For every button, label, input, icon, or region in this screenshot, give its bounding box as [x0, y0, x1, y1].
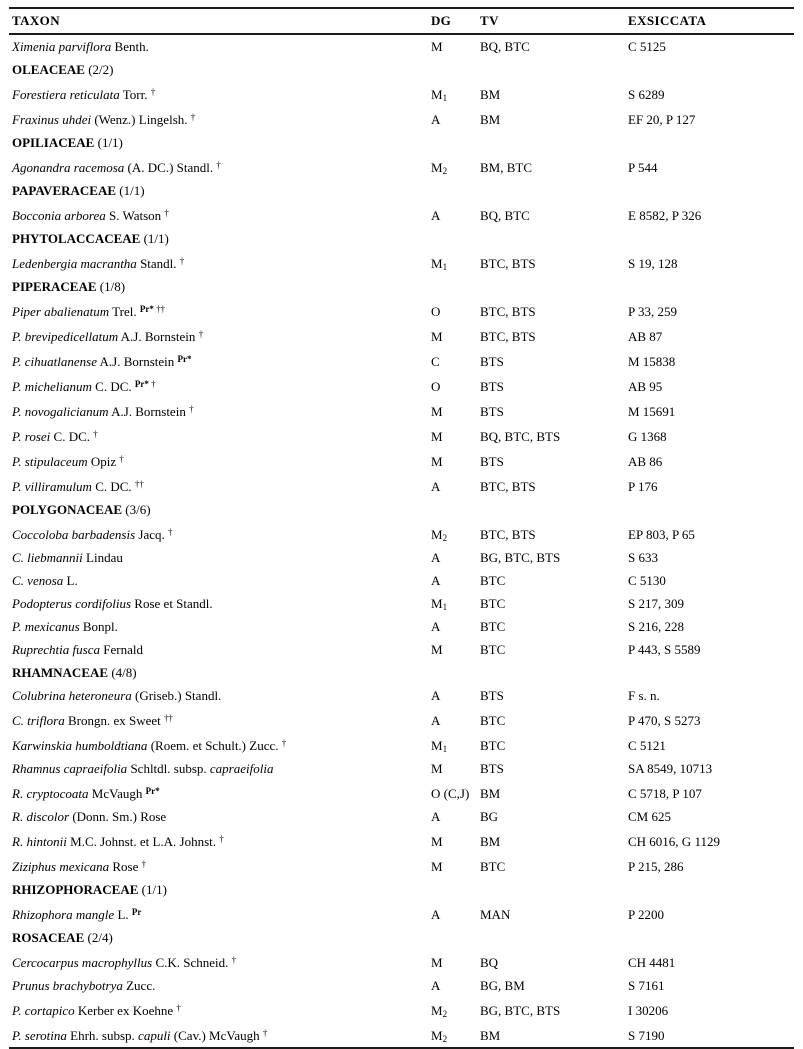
tv-value: BTC	[480, 642, 506, 657]
dg-value: M	[431, 429, 443, 444]
exsiccata-value: SA 8549, 10713	[628, 761, 713, 776]
tv-value: BQ	[480, 955, 499, 970]
tv-value: BTS	[480, 379, 504, 394]
species-row	[9, 373, 794, 398]
family-count: (2/2)	[88, 62, 114, 77]
dg-value: $M_2$	[431, 1028, 448, 1044]
tv-value: BM	[480, 112, 501, 127]
exsiccata-value: CH 6016, G 1129	[628, 834, 720, 849]
exsiccata-value: CH 4481	[628, 955, 676, 970]
exsiccata-value: C 5125	[628, 39, 666, 54]
dg-value: M	[431, 642, 443, 657]
dg-value: A	[431, 713, 441, 728]
tv-value: BQ, BTC, BTS	[480, 429, 561, 444]
exsiccata-value: S 216, 228	[628, 619, 684, 634]
taxon-name: P. novogalicianum A.J. Bornstein †	[12, 404, 194, 419]
exsiccata-value: C 5130	[628, 573, 666, 588]
table-body	[9, 34, 794, 1048]
tv-value: BTS	[480, 404, 504, 419]
family-count: (1/1)	[143, 231, 169, 246]
species-row	[9, 298, 794, 323]
tv-value: BTC	[480, 713, 506, 728]
table-header	[9, 8, 794, 34]
dg-value: M	[431, 955, 443, 970]
family-heading	[9, 878, 794, 901]
tv-value: BM	[480, 1028, 501, 1043]
dg-value: M	[431, 454, 443, 469]
dg-value: $M_1$	[431, 87, 448, 103]
dg-value: A	[431, 619, 441, 634]
species-row	[9, 615, 794, 638]
dg-value: A	[431, 112, 441, 127]
family-name: PAPAVERACEAE	[12, 183, 120, 198]
species-row	[9, 853, 794, 878]
tv-value: BTS	[480, 454, 504, 469]
dg-value: A	[431, 573, 441, 588]
species-row	[9, 398, 794, 423]
tv-value: BTC	[480, 596, 506, 611]
exsiccata-value: S 7190	[628, 1028, 665, 1043]
exsiccata-value: F s. n.	[628, 688, 660, 703]
exsiccata-value: E 8582, P 326	[628, 208, 702, 223]
exsiccata-value: AB 87	[628, 329, 663, 344]
dg-value: M	[431, 859, 443, 874]
tv-value: BG	[480, 809, 499, 824]
exsiccata-value: P 470, S 5273	[628, 713, 701, 728]
taxon-name: P. brevipedicellatum A.J. Bornstein †	[12, 329, 204, 344]
family-heading	[9, 926, 794, 949]
taxon-name: Rhizophora mangle L. $^{Pr}$	[12, 907, 142, 922]
taxon-name: R. cryptocoata McVaugh $^{Pr*}$	[12, 786, 160, 801]
family-name: OLEACEAE	[12, 62, 89, 77]
species-row	[9, 757, 794, 780]
species-row	[9, 684, 794, 707]
family-row	[9, 179, 794, 202]
exsiccata-value: G 1368	[628, 429, 667, 444]
species-row	[9, 546, 794, 569]
family-count: (3/6)	[125, 502, 151, 517]
exsiccata-value: P 176	[628, 479, 658, 494]
taxon-name: Podopterus cordifolius Rose et Standl.	[12, 596, 213, 611]
taxon-name: C. venosa L.	[12, 573, 78, 588]
family-count: (1/1)	[97, 135, 123, 150]
tv-value: BQ, BTC	[480, 39, 530, 54]
family-row	[9, 878, 794, 901]
family-count: (1/1)	[119, 183, 145, 198]
taxon-name: C. triflora Brongn. ex Sweet ††	[12, 713, 174, 728]
exsiccata-value: C 5718, P 107	[628, 786, 702, 801]
family-name: PHYTOLACCACEAE	[12, 231, 144, 246]
tv-value: BM	[480, 834, 501, 849]
family-heading	[9, 227, 794, 250]
family-name: OPILIACEAE	[12, 135, 98, 150]
family-name: RHIZOPHORACEAE	[12, 882, 142, 897]
species-row	[9, 423, 794, 448]
exsiccata-value: P 443, S 5589	[628, 642, 701, 657]
species-row	[9, 828, 794, 853]
dg-value: $M_2$	[431, 160, 448, 176]
family-heading	[9, 131, 794, 154]
exsiccata-value: M 15838	[628, 354, 676, 369]
tv-value: BTC	[480, 573, 506, 588]
column-header-taxon: TAXON	[9, 8, 419, 34]
exsiccata-value: AB 86	[628, 454, 663, 469]
exsiccata-value: M 15691	[628, 404, 676, 419]
tv-value: BTS	[480, 761, 504, 776]
species-row	[9, 323, 794, 348]
tv-value: BTC, BTS	[480, 329, 536, 344]
taxon-name: Ledenbergia macrantha Standl. †	[12, 256, 185, 271]
taxon-checklist-table	[9, 7, 794, 1049]
species-row	[9, 34, 794, 58]
exsiccata-value: AB 95	[628, 379, 663, 394]
exsiccata-value: EF 20, P 127	[628, 112, 696, 127]
species-row	[9, 81, 794, 106]
tv-value: BG, BM	[480, 978, 525, 993]
species-row	[9, 707, 794, 732]
dg-value: $M_1$	[431, 596, 448, 612]
tv-value: BTC	[480, 738, 506, 753]
family-row	[9, 131, 794, 154]
species-row	[9, 949, 794, 974]
tv-value: BTS	[480, 354, 504, 369]
species-row	[9, 732, 794, 757]
species-row	[9, 106, 794, 131]
exsiccata-value: S 633	[628, 550, 658, 565]
dg-value: M	[431, 39, 443, 54]
family-row	[9, 661, 794, 684]
exsiccata-value: P 2200	[628, 907, 664, 922]
species-row	[9, 154, 794, 179]
family-heading	[9, 275, 794, 298]
taxon-name: Piper abalienatum Trel. $^{Pr*}$ ††	[12, 304, 166, 319]
tv-value: BTS	[480, 688, 504, 703]
tv-value: BM, BTC	[480, 160, 533, 175]
dg-value: A	[431, 809, 441, 824]
dg-value: A	[431, 208, 441, 223]
taxon-name: Coccoloba barbadensis Jacq. †	[12, 527, 173, 542]
header-row	[9, 8, 794, 34]
tv-value: MAN	[480, 907, 511, 922]
taxon-name: C. liebmannii Lindau	[12, 550, 123, 565]
family-name: POLYGONACEAE	[12, 502, 126, 517]
column-header-dg: DG	[419, 8, 477, 34]
species-row	[9, 780, 794, 805]
family-count: (1/8)	[99, 279, 126, 294]
species-row	[9, 473, 794, 498]
dg-value: A	[431, 688, 441, 703]
dg-value: C	[431, 354, 440, 369]
taxon-name: Colubrina heteroneura (Griseb.) Standl.	[12, 688, 222, 703]
family-count: (1/1)	[141, 882, 167, 897]
species-row	[9, 569, 794, 592]
family-row	[9, 498, 794, 521]
dg-value: O	[431, 304, 441, 319]
taxon-name: Ximenia parviflora Benth.	[12, 39, 149, 54]
tv-value: BM	[480, 786, 501, 801]
species-row	[9, 202, 794, 227]
taxon-name: Ruprechtia fusca Fernald	[12, 642, 143, 657]
taxon-name: Forestiera reticulata Torr. †	[12, 87, 156, 102]
taxon-name: Bocconia arborea S. Watson †	[12, 208, 169, 223]
species-row	[9, 997, 794, 1022]
exsiccata-value: P 544	[628, 160, 658, 175]
family-count: (4/8)	[111, 665, 137, 680]
tv-value: BTC, BTS	[480, 527, 536, 542]
family-row	[9, 58, 794, 81]
species-row	[9, 638, 794, 661]
tv-value: BTC, BTS	[480, 256, 536, 271]
exsiccata-value: S 19, 128	[628, 256, 678, 271]
species-row	[9, 592, 794, 615]
species-row	[9, 805, 794, 828]
species-row	[9, 348, 794, 373]
taxon-name: P. cihuatlanense A.J. Bornstein $^{Pr*}$	[12, 354, 192, 369]
family-heading	[9, 498, 794, 521]
taxon-name: R. discolor (Donn. Sm.) Rose	[12, 809, 167, 824]
family-heading	[9, 661, 794, 684]
taxon-name: Fraxinus uhdei (Wenz.) Lingelsh. †	[12, 112, 196, 127]
family-name: RHAMNACEAE	[12, 665, 112, 680]
exsiccata-value: S 6289	[628, 87, 665, 102]
dg-value: $M_1$	[431, 256, 448, 272]
tv-value: BTC	[480, 859, 506, 874]
dg-value: A	[431, 907, 441, 922]
species-row	[9, 448, 794, 473]
exsiccata-value: I 30206	[628, 1003, 669, 1018]
family-heading	[9, 179, 794, 202]
dg-value: M	[431, 329, 443, 344]
exsiccata-value: C 5121	[628, 738, 666, 753]
dg-value: $M_1$	[431, 738, 448, 754]
taxon-name: P. rosei C. DC. †	[12, 429, 98, 444]
taxon-name: Agonandra racemosa (A. DC.) Standl. †	[12, 160, 221, 175]
taxon-name: Rhamnus capraeifolia Schltdl. subsp. capraeifolia	[12, 761, 274, 776]
exsiccata-value: S 7161	[628, 978, 665, 993]
taxon-name: P. michelianum C. DC. $^{Pr*}$ †	[12, 379, 156, 394]
species-row	[9, 250, 794, 275]
taxon-name: P. mexicanus Bonpl.	[12, 619, 118, 634]
exsiccata-value: P 33, 259	[628, 304, 677, 319]
exsiccata-value: EP 803, P 65	[628, 527, 695, 542]
tv-value: BTC, BTS	[480, 304, 536, 319]
taxon-name: P. cortapico Kerber ex Koehne †	[12, 1003, 181, 1018]
taxon-name: P. villiramulum C. DC. ††	[12, 479, 144, 494]
dg-value: M	[431, 404, 443, 419]
taxon-name: Cercocarpus macrophyllus C.K. Schneid. †	[12, 955, 237, 970]
dg-value: M	[431, 761, 443, 776]
column-header-exsiccata: EXSICCATA	[625, 8, 794, 34]
family-row	[9, 275, 794, 298]
species-row	[9, 521, 794, 546]
taxon-name: R. hintonii M.C. Johnst. et L.A. Johnst. †	[12, 834, 224, 849]
exsiccata-value: P 215, 286	[628, 859, 684, 874]
family-name: ROSACEAE	[12, 930, 88, 945]
species-row	[9, 901, 794, 926]
dg-value: A	[431, 479, 441, 494]
taxon-name: P. stipulaceum Opiz †	[12, 454, 124, 469]
dg-value: $M_2$	[431, 1003, 448, 1019]
exsiccata-value: CM 625	[628, 809, 671, 824]
dg-value: $M_2$	[431, 527, 448, 543]
dg-value: O (C,J)	[431, 786, 470, 801]
column-header-tv: TV	[477, 8, 625, 34]
taxon-name: P. serotina Ehrh. subsp. capuli (Cav.) McVaugh †	[12, 1028, 268, 1043]
species-row	[9, 1022, 794, 1048]
family-count: (2/4)	[87, 930, 113, 945]
tv-value: BTC, BTS	[480, 479, 536, 494]
dg-value: A	[431, 550, 441, 565]
tv-value: BG, BTC, BTS	[480, 1003, 561, 1018]
family-heading	[9, 58, 794, 81]
tv-value: BM	[480, 87, 501, 102]
taxon-name: Ziziphus mexicana Rose †	[12, 859, 147, 874]
dg-value: A	[431, 978, 441, 993]
tv-value: BQ, BTC	[480, 208, 530, 223]
tv-value: BG, BTC, BTS	[480, 550, 561, 565]
family-row	[9, 227, 794, 250]
family-name: PIPERACEAE	[12, 279, 100, 294]
taxon-name: Prunus brachybotrya Zucc.	[12, 978, 156, 993]
taxon-name: Karwinskia humboldtiana (Roem. et Schult.) Zucc. †	[12, 738, 287, 753]
exsiccata-value: S 217, 309	[628, 596, 684, 611]
dg-value: O	[431, 379, 441, 394]
dg-value: M	[431, 834, 443, 849]
family-row	[9, 926, 794, 949]
tv-value: BTC	[480, 619, 506, 634]
